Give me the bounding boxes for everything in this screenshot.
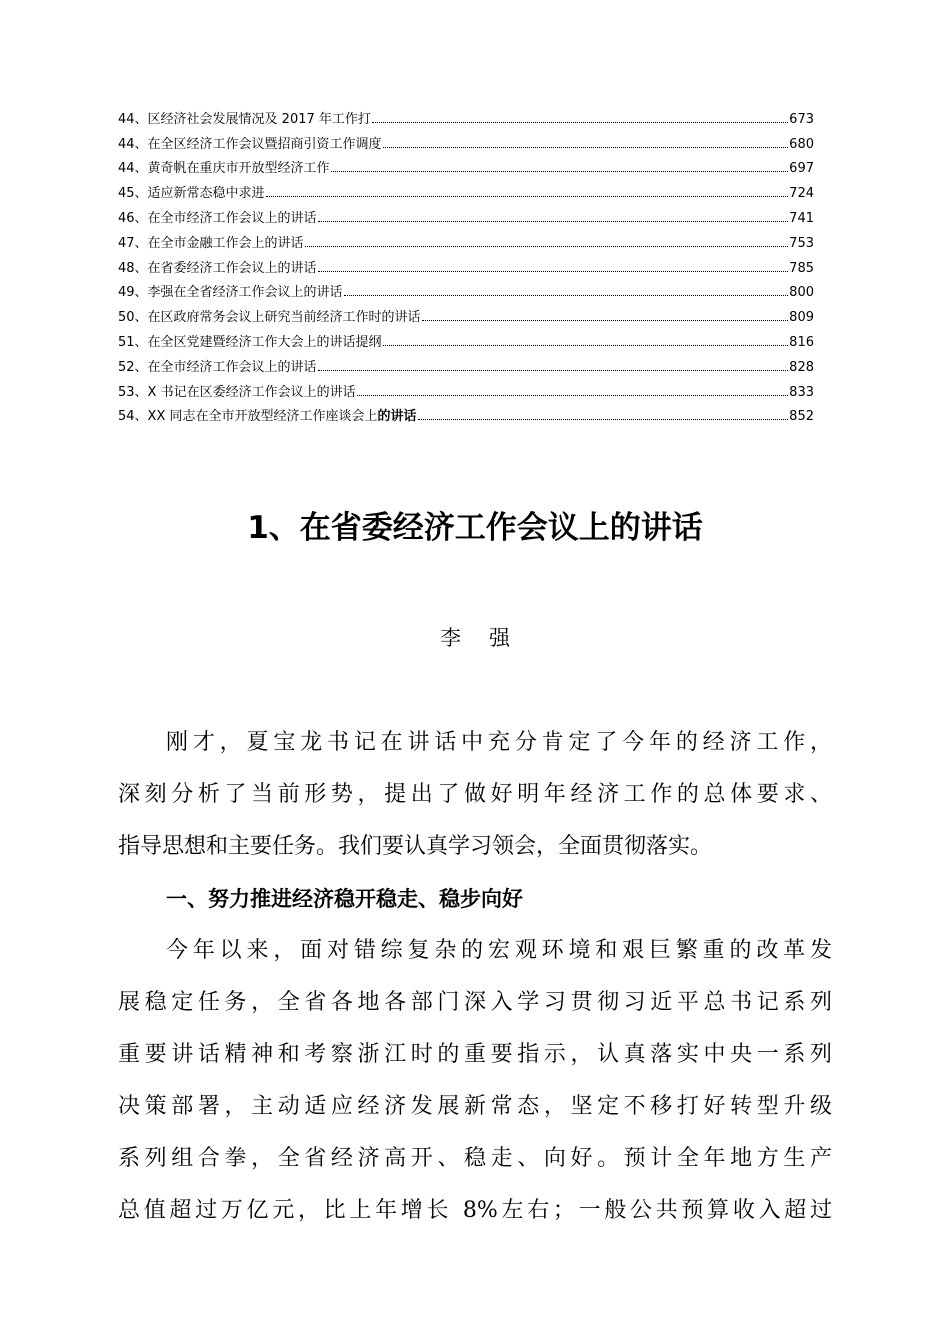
toc-title: 李强在全省经济工作会议上的讲话 [147,285,343,301]
toc-number: 47、 [118,235,148,251]
toc-title: 黄奇帆在重庆市开放型经济工作 [147,161,330,177]
toc-leader-dots [305,245,789,247]
toc-entry[interactable] [118,102,814,127]
toc-entry[interactable] [118,276,814,301]
toc-number: 46、 [118,210,148,226]
author-name: 李强 [440,626,538,650]
toc-entry[interactable] [118,127,814,152]
toc-number: 48、 [118,260,148,276]
paragraph-line: 总值超过万亿元，比上年增长 8%左右；一般公共预算收入超过 [118,1198,832,1223]
document-title: 1、在省委经济工作会议上的讲话 [247,510,703,546]
toc-title: 适应新常态稳中求进 [147,186,265,202]
toc-number: 52、 [118,359,148,375]
toc-number: 44、 [118,111,148,127]
toc-title: 在省委经济工作会议上的讲话 [147,260,317,276]
toc-page-number: 741 [789,210,814,226]
toc-entry[interactable] [118,300,814,325]
toc-leader-dots [383,146,789,148]
paragraph-line: 指导思想和主要任务。我们要认真学习领会，全面贯彻落实。 [118,834,713,859]
toc-number: 45、 [118,186,148,202]
toc-title: 在全市经济工作会议上的讲话 [147,359,317,375]
toc-number: 44、 [118,161,148,177]
paragraph-line: 重要讲话精神和考察浙江时的重要指示，认真落实中央一系列 [118,1042,832,1067]
paragraph-line: 系列组合拳，全省经济高开、稳走、向好。预计全年地方生产 [118,1146,832,1171]
toc-page-number: 753 [789,235,814,251]
toc-leader-dots [418,418,789,420]
toc-page-number: 680 [789,136,814,152]
toc-entry[interactable] [118,152,814,177]
toc-leader-dots [318,270,789,272]
toc-entry[interactable] [118,325,814,350]
toc-title: 在全区经济工作会议暨招商引资工作调度 [147,136,382,152]
toc-leader-dots [318,369,789,371]
toc-page-number: 816 [789,334,814,350]
toc-number: 49、 [118,285,148,301]
toc-entry[interactable] [118,176,814,201]
toc-page-number: 852 [789,409,814,425]
paragraph-line: 今年以来，面对错综复杂的宏观环境和艰巨繁重的改革发 [166,938,832,963]
paragraph-line: 深刻分析了当前形势，提出了做好明年经济工作的总体要求、 [118,782,832,807]
toc-title: X 书记在区委经济工作会议上的讲话 [147,384,356,400]
table-of-contents [118,102,814,424]
toc-leader-dots [422,319,789,321]
toc-title: 在全区党建暨经济工作大会上的讲话提纲 [147,334,382,350]
toc-leader-dots [357,394,789,396]
toc-leader-dots [318,220,789,222]
paragraph-line: 刚才，夏宝龙书记在讲话中充分肯定了今年的经济工作， [166,730,832,755]
toc-entry[interactable] [118,375,814,400]
toc-number: 51、 [118,334,148,350]
toc-entry[interactable] [118,251,814,276]
toc-page-number: 724 [789,186,814,202]
toc-leader-dots [331,170,789,172]
toc-title: XX 同志在全市开放型经济工作座谈会上的讲话 [147,409,417,425]
toc-entry[interactable] [118,350,814,375]
toc-number: 44、 [118,136,148,152]
toc-leader-dots [344,294,789,296]
toc-leader-dots [266,195,789,197]
toc-page-number: 697 [789,161,814,177]
toc-entry[interactable] [118,400,814,425]
toc-page-number: 785 [789,260,814,276]
toc-page-number: 809 [789,310,814,326]
toc-number: 53、 [118,384,148,400]
toc-number: 50、 [118,310,148,326]
toc-title: 在区政府常务会议上研究当前经济工作时的讲话 [147,310,421,326]
toc-leader-dots [372,121,788,123]
document-body [118,717,832,1237]
toc-title: 在全市金融工作会上的讲话 [147,235,304,251]
section-heading: 一、努力推进经济稳开稳走、稳步向好 [166,887,523,911]
paragraph-line: 展稳定任务，全省各地各部门深入学习贯彻习近平总书记系列 [118,990,832,1015]
toc-number: 54、 [118,409,148,425]
toc-leader-dots [383,344,789,346]
toc-page-number: 673 [789,111,814,127]
paragraph-line: 决策部署，主动适应经济发展新常态，坚定不移打好转型升级 [118,1094,832,1119]
toc-title: 区经济社会发展情况及 2017 年工作打 [147,111,371,127]
toc-entry[interactable] [118,226,814,251]
toc-entry[interactable] [118,201,814,226]
toc-page-number: 833 [789,384,814,400]
toc-page-number: 800 [789,285,814,301]
toc-page-number: 828 [789,359,814,375]
toc-title: 在全市经济工作会议上的讲话 [147,210,317,226]
